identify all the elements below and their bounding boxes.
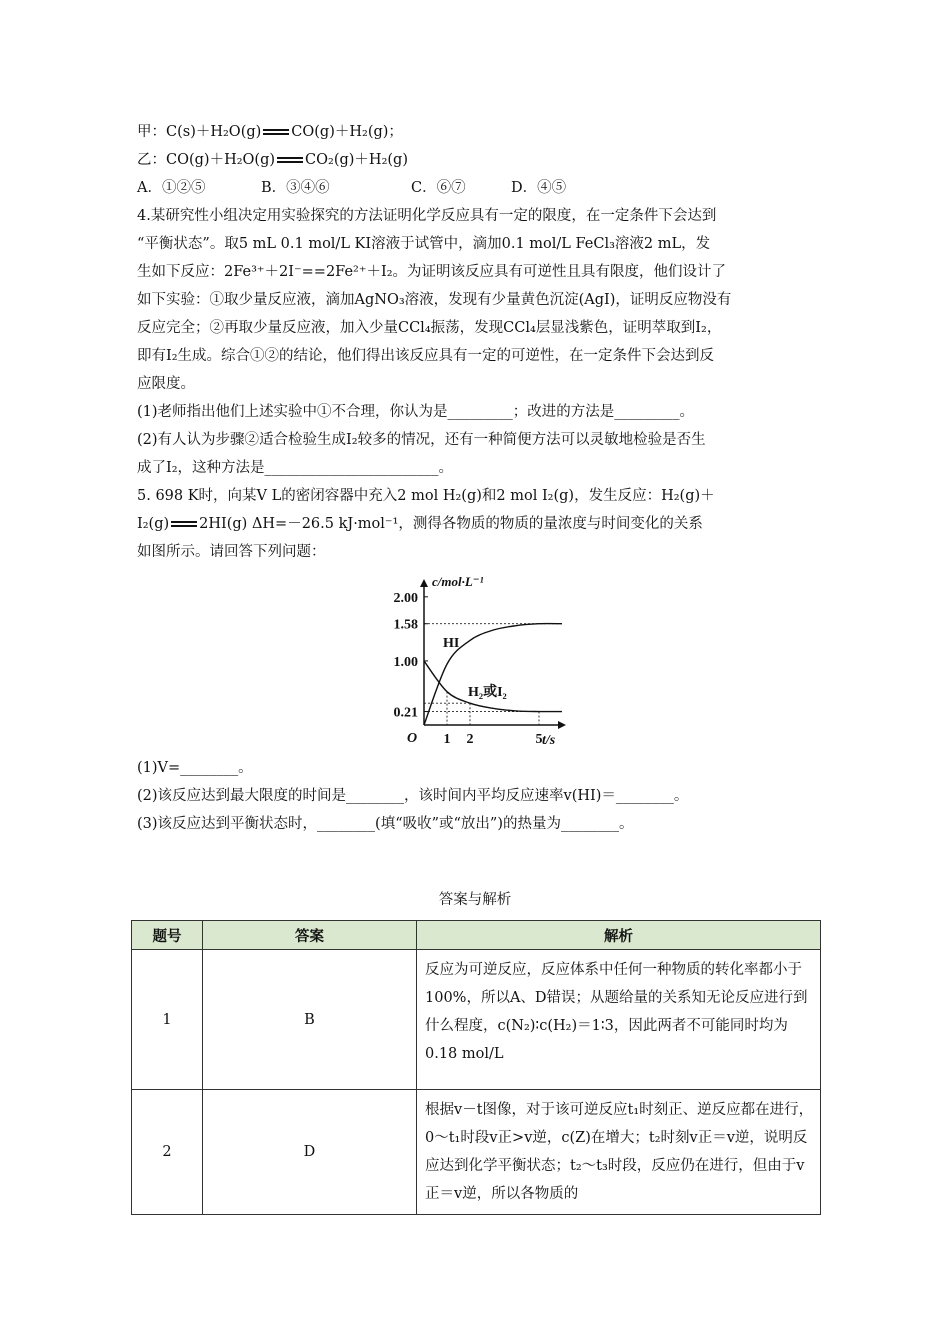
q5-line2-b: 2HI(g) ΔH=－26.5 kJ·mol⁻¹，测得各物质的物质的量浓度与时间变化的关系 (199, 516, 703, 532)
q5-line3: 如图所示。请回答下列问题： (137, 544, 326, 560)
q4-line: 即有I₂生成。综合①②的结论，他们得出该反应具有一定的可逆性，在一定条件下会达到反 (137, 348, 715, 364)
x-axis-arrow-icon (558, 721, 566, 729)
y-axis-arrow-icon (420, 579, 428, 587)
y-tick-label: 1.00 (393, 654, 418, 670)
y-tick-label: 1.58 (393, 617, 418, 633)
origin-label: O (407, 731, 418, 746)
q3-options (137, 178, 566, 198)
q5-sub2: (2)该反应达到最大限度的时间是________，该时间内平均反应速率v(HI)＝________。 (137, 788, 689, 804)
option-a: A．①②⑤ (137, 180, 206, 196)
x-tick-label: 1 (443, 732, 451, 747)
q4-line: 4.某研究性小组决定用实验探究的方法证明化学反应具有一定的限度，在一定条件下会达到 (137, 208, 717, 224)
x-axis-label: t/s (542, 733, 556, 748)
header-answer: 答案 (203, 921, 417, 950)
option-b: B．③④⑥ (261, 180, 330, 196)
x-tick-labels (444, 732, 543, 747)
q4-line: “平衡状态”。取5 mL 0.1 mol/L KI溶液于试管中，滴加0.1 mol/L FeCl₃溶液2 mL，发 (137, 236, 711, 252)
row-explanation: 根据v－t图像，对于该可逆反应t₁时刻正、逆反应都在进行，0～t₁时段v正>v逆，c(Z)在增大；t₂时刻v正＝v逆，说明反应达到化学平衡状态；t₂～t₃时段，反应仍在进行，但由于v正＝v逆，所以各物质的 (417, 1090, 821, 1215)
q3-line-yi (137, 150, 408, 170)
equilibrium-arrow-icon (169, 519, 199, 529)
q5-line2 (137, 514, 703, 534)
option-c: C．⑥⑦ (411, 180, 466, 196)
header-explanation: 解析 (417, 921, 821, 950)
equilibrium-arrow-icon (261, 127, 291, 137)
q3-jia-rhs: CO(g)＋H₂(g)； (291, 124, 403, 140)
q4-line: 生如下反应：2Fe³⁺＋2I⁻==2Fe²⁺＋I₂。为证明该反应具有可逆性且具有限度，他们设计了 (137, 264, 727, 280)
row-answer: B (203, 950, 417, 1090)
q5-line2-a: I₂(g) (137, 516, 170, 532)
table-row (132, 950, 821, 1090)
q4-sub2-cont: 成了I₂，这种方法是________________________。 (137, 460, 454, 476)
q3-line-jia (137, 122, 403, 142)
q3-yi-rhs: CO₂(g)＋H₂(g) (305, 152, 408, 168)
series-label-hi: HI (443, 636, 460, 651)
q4-line: 反应完全；②再取少量反应液，加入少量CCl₄振荡，发现CCl₄层显浅紫色，证明萃取到I₂， (137, 320, 722, 336)
y-axis-label: c/mol·L⁻¹ (432, 574, 484, 589)
table-header (132, 921, 821, 950)
equilibrium-arrow-icon (275, 155, 305, 165)
answer-table (131, 920, 821, 1215)
y-tick-labels (394, 591, 429, 721)
q4-sub2: (2)有人认为步骤②适合检验生成I₂较多的情况，还有一种简便方法可以灵敏地检验是否生 (137, 432, 706, 448)
q5-sub1: (1)V=________。 (137, 760, 253, 776)
x-tick-label: 2 (466, 732, 474, 747)
series-label-h2-i2: H₂或I₂ (468, 685, 507, 700)
row-answer: D (203, 1090, 417, 1215)
row-num: 1 (132, 950, 203, 1090)
concentration-time-chart (370, 572, 580, 752)
q5-sub3: (3)该反应达到平衡状态时，________(填“吸收”或“放出”)的热量为________。 (137, 816, 634, 832)
q4-sub1: (1)老师指出他们上述实验中①不合理，你认为是_________；改进的方法是_________。 (137, 404, 695, 420)
option-d: D．④⑤ (511, 180, 567, 196)
row-explanation: 反应为可逆反应，反应体系中任何一种物质的转化率都小于100%，所以A、D错误；从题给量的关系知无论反应进行到什么程度，c(N₂)∶c(H₂)＝1∶3，因此两者不可能同时均为0.18 mol/L (417, 950, 821, 1090)
table-row (132, 1090, 821, 1215)
q3-yi-lhs: 乙：CO(g)＋H₂O(g) (137, 152, 276, 168)
q5-line1: 5. 698 K时，向某V L的密闭容器中充入2 mol H₂(g)和2 mol I₂(g)，发生反应：H₂(g)＋ (137, 488, 715, 504)
answers-title: 答案与解析 (438, 892, 512, 908)
header-num: 题号 (132, 921, 203, 950)
row-num: 2 (132, 1090, 203, 1215)
y-tick-label: 2.00 (393, 590, 418, 606)
y-tick-label: 0.21 (393, 705, 418, 721)
x-tick-label: 5 (535, 732, 543, 747)
q4-line: 应限度。 (137, 376, 195, 392)
q3-jia-lhs: 甲：C(s)＋H₂O(g) (137, 124, 262, 140)
q4-line: 如下实验：①取少量反应液，滴加AgNO₃溶液，发现有少量黄色沉淀(AgI)，证明反应物没有 (137, 292, 732, 308)
